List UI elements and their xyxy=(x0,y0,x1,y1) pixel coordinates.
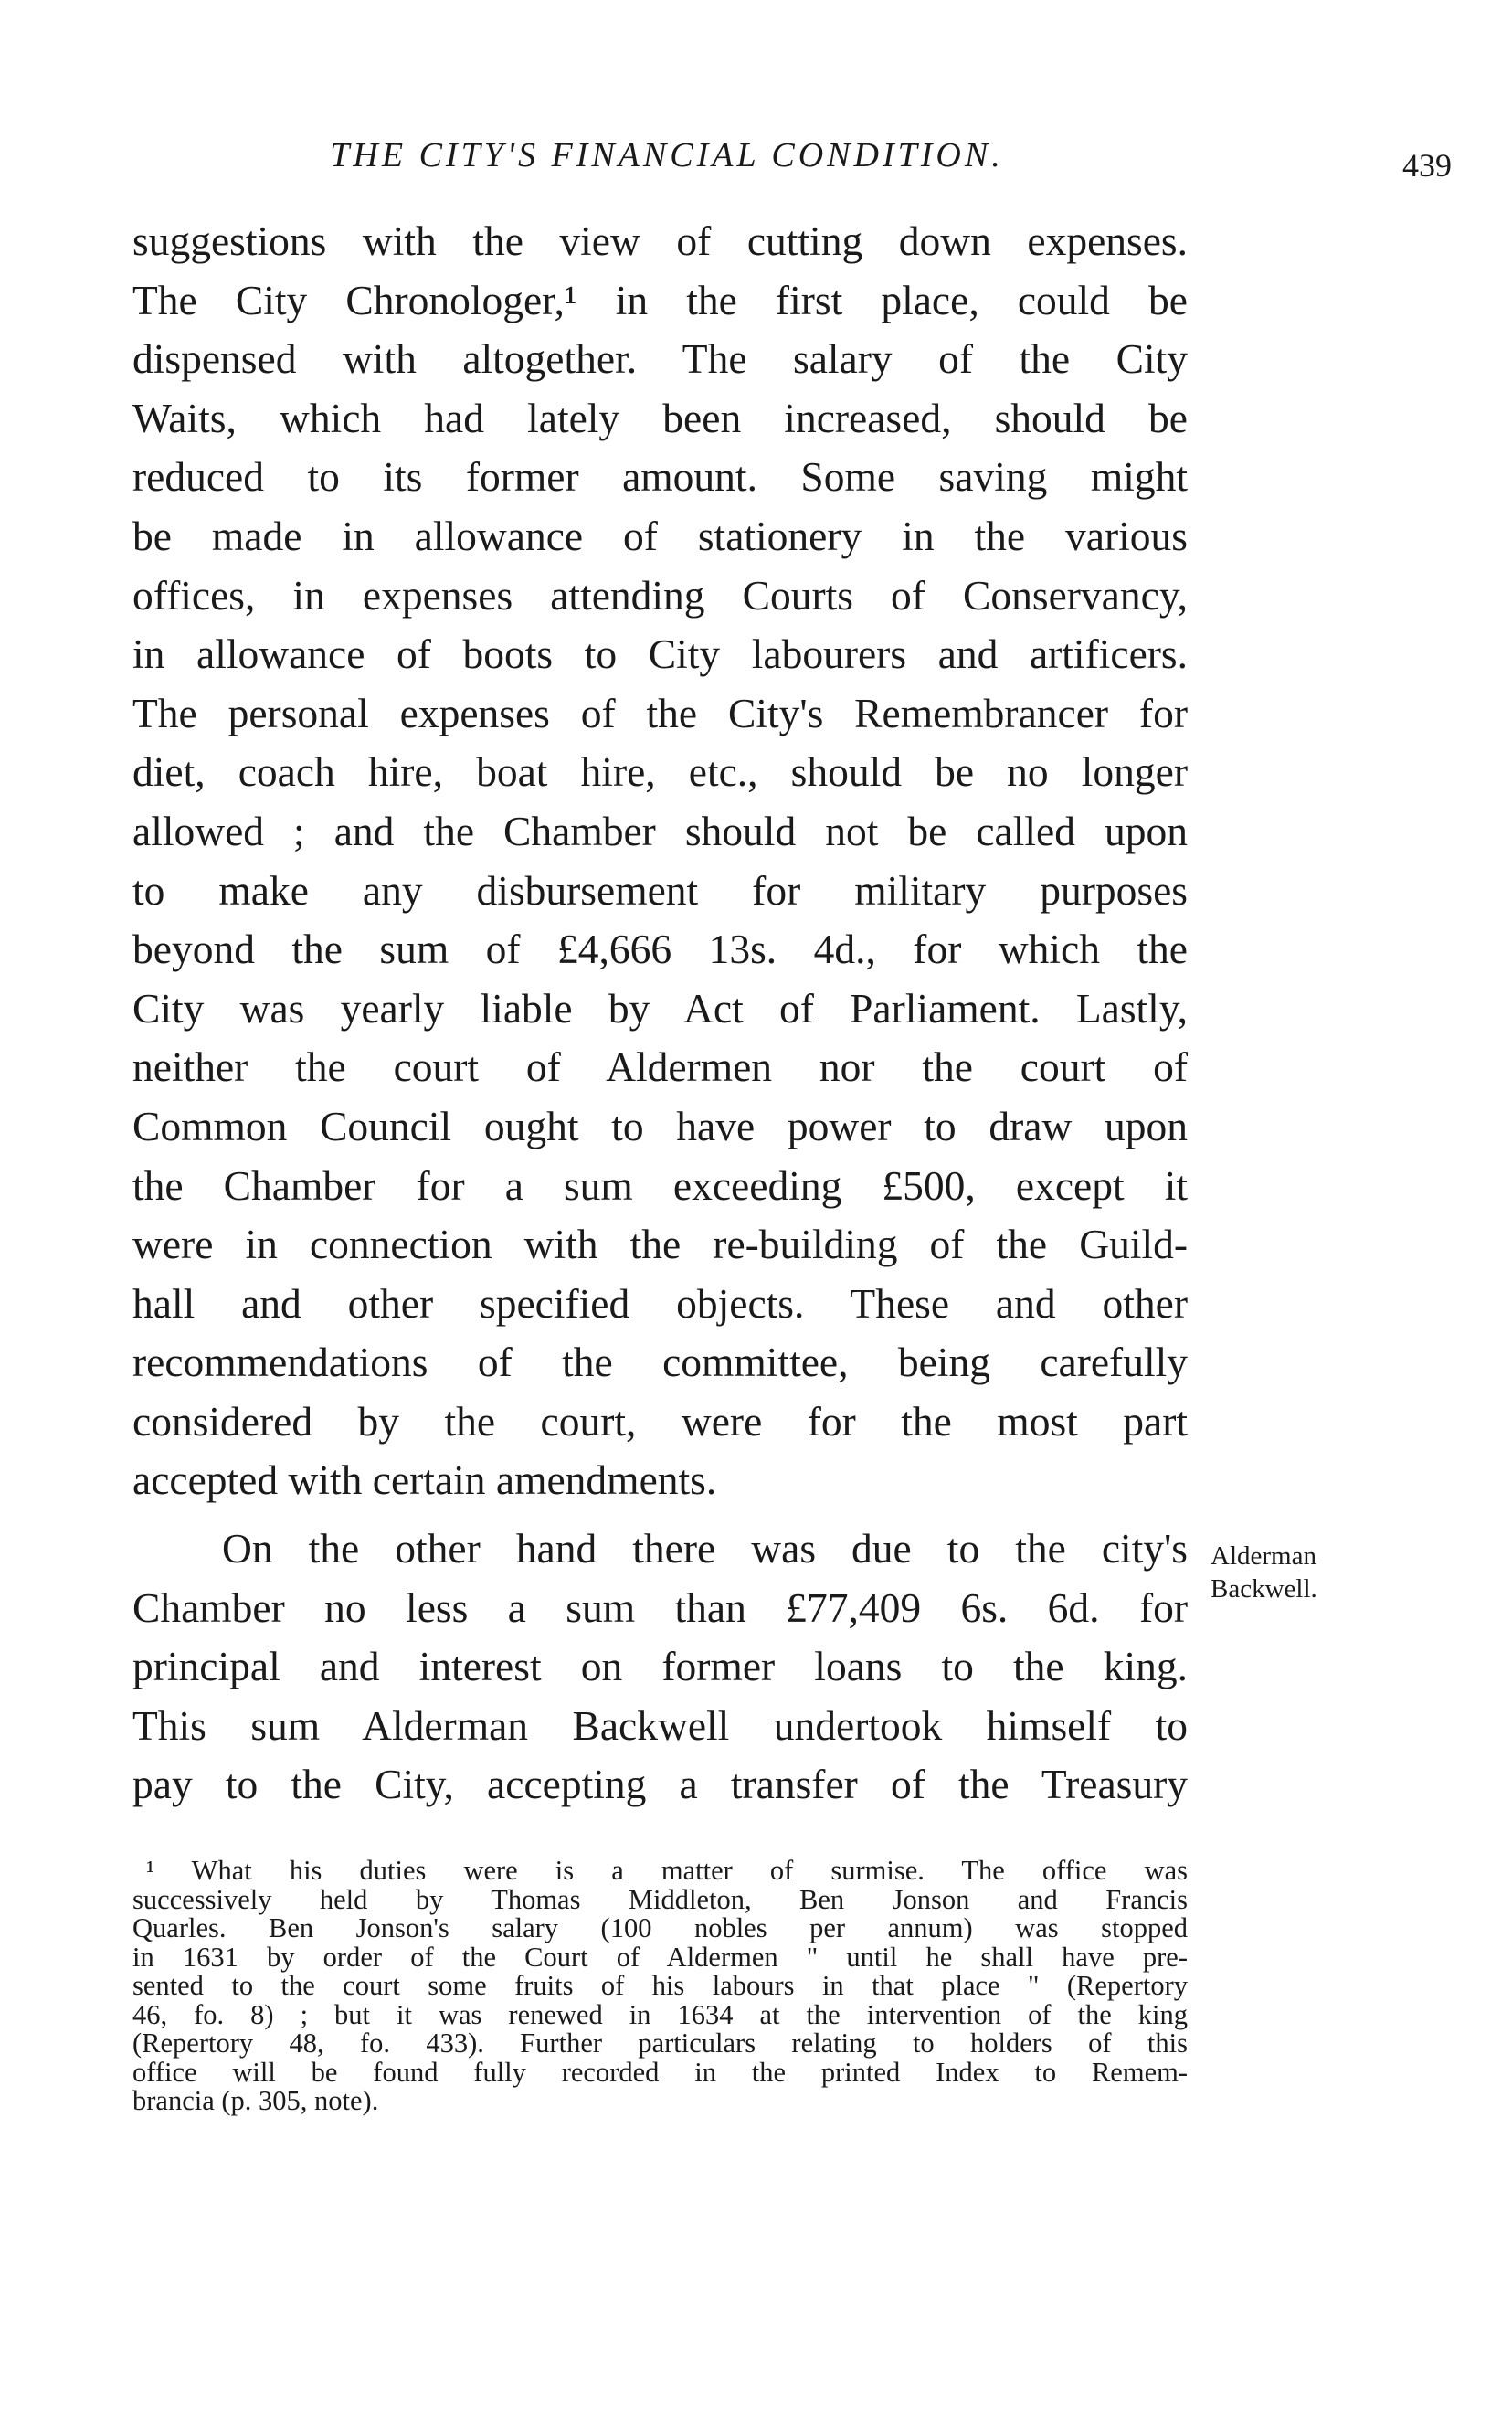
text-line: suggestions with the view of cutting down expenses. xyxy=(132,217,1188,264)
text-line: principal and interest on former loans to the king. xyxy=(132,1643,1188,1690)
margin-note-line: Alderman xyxy=(1211,1541,1316,1571)
text-line: accepted with certain amendments. xyxy=(132,1456,717,1504)
footnote-line: (Repertory 48, fo. 433). Further particulars relating to holders of this xyxy=(132,2028,1188,2059)
footnote-line: ¹ What his duties were is a matter of surmise. The office was xyxy=(146,1855,1188,1886)
text-line: considered by the court, were for the most part xyxy=(132,1397,1188,1445)
text-line: Chamber no less a sum than £77,409 6s. 6d. for xyxy=(132,1583,1188,1631)
footnote-line: in 1631 by order of the Court of Aldermen " until he shall have pre- xyxy=(132,1941,1188,1973)
text-line: to make any disbursement for military purposes xyxy=(132,866,1188,914)
body-text xyxy=(132,212,1188,1815)
text-line: be made in allowance of stationery in the various xyxy=(132,512,1188,559)
text-line: hall and other specified objects. These and other xyxy=(132,1279,1188,1327)
text-line: in allowance of boots to City labourers and artificers. xyxy=(132,630,1188,678)
footnote-line: 46, fo. 8) ; but it was renewed in 1634 at the intervention of the king xyxy=(132,1998,1188,2030)
text-line: The City Chronologer,¹ in the first place, could be xyxy=(132,276,1188,323)
text-line: dispensed with altogether. The salary of the City xyxy=(132,335,1188,383)
paragraph-1 xyxy=(132,212,1188,1510)
text-line: pay to the City, accepting a transfer of the Treasury xyxy=(132,1761,1188,1808)
text-line: were in connection with the re-building of the Guild- xyxy=(132,1221,1188,1268)
text-line: recommendations of the committee, being carefully xyxy=(132,1339,1188,1386)
text-line: offices, in expenses attending Courts of Conservancy, xyxy=(132,571,1188,619)
footnote-line: brancia (p. 305, note). xyxy=(132,2085,379,2116)
running-title: THE CITY'S FINANCIAL CONDITION. xyxy=(330,136,1004,175)
margin-note xyxy=(1211,1540,1317,1605)
footnote-line: sented to the court some fruits of his labours in that place " (Repertory xyxy=(132,1970,1188,2001)
text-line: Waits, which had lately been increased, should be xyxy=(132,394,1188,441)
footnote xyxy=(132,1857,1188,2116)
text-line: reduced to its former amount. Some saving might xyxy=(132,453,1188,501)
text-line: allowed ; and the Chamber should not be called upon xyxy=(132,807,1188,854)
text-line: beyond the sum of £4,666 13s. 4d., for which the xyxy=(132,926,1188,973)
text-line: neither the court of Aldermen nor the court of xyxy=(132,1043,1188,1091)
text-line: diet, coach hire, boat hire, etc., should be no longer xyxy=(132,748,1188,796)
footnote-line: successively held by Thomas Middleton, Ben Jonson and Francis xyxy=(132,1883,1188,1915)
text-line: On the other hand there was due to the city's xyxy=(222,1525,1188,1572)
text-line: This sum Alderman Backwell undertook himself to xyxy=(132,1701,1188,1749)
paragraph-2 xyxy=(132,1519,1188,1815)
footnote-line: Quarles. Ben Jonson's salary (100 nobles per annum) was stopped xyxy=(132,1912,1188,1943)
margin-note-line: Backwell. xyxy=(1211,1574,1317,1604)
page-number: 439 xyxy=(1402,147,1452,184)
text-line: Common Council ought to have power to draw upon xyxy=(132,1102,1188,1149)
text-line: City was yearly liable by Act of Parliament. Lastly, xyxy=(132,984,1188,1032)
text-line: The personal expenses of the City's Remembrancer for xyxy=(132,689,1188,736)
text-line: the Chamber for a sum exceeding £500, except it xyxy=(132,1161,1188,1209)
footnote-line: office will be found fully recorded in the printed Index to Remem- xyxy=(132,2056,1188,2088)
paragraph-gap xyxy=(132,1510,1188,1519)
